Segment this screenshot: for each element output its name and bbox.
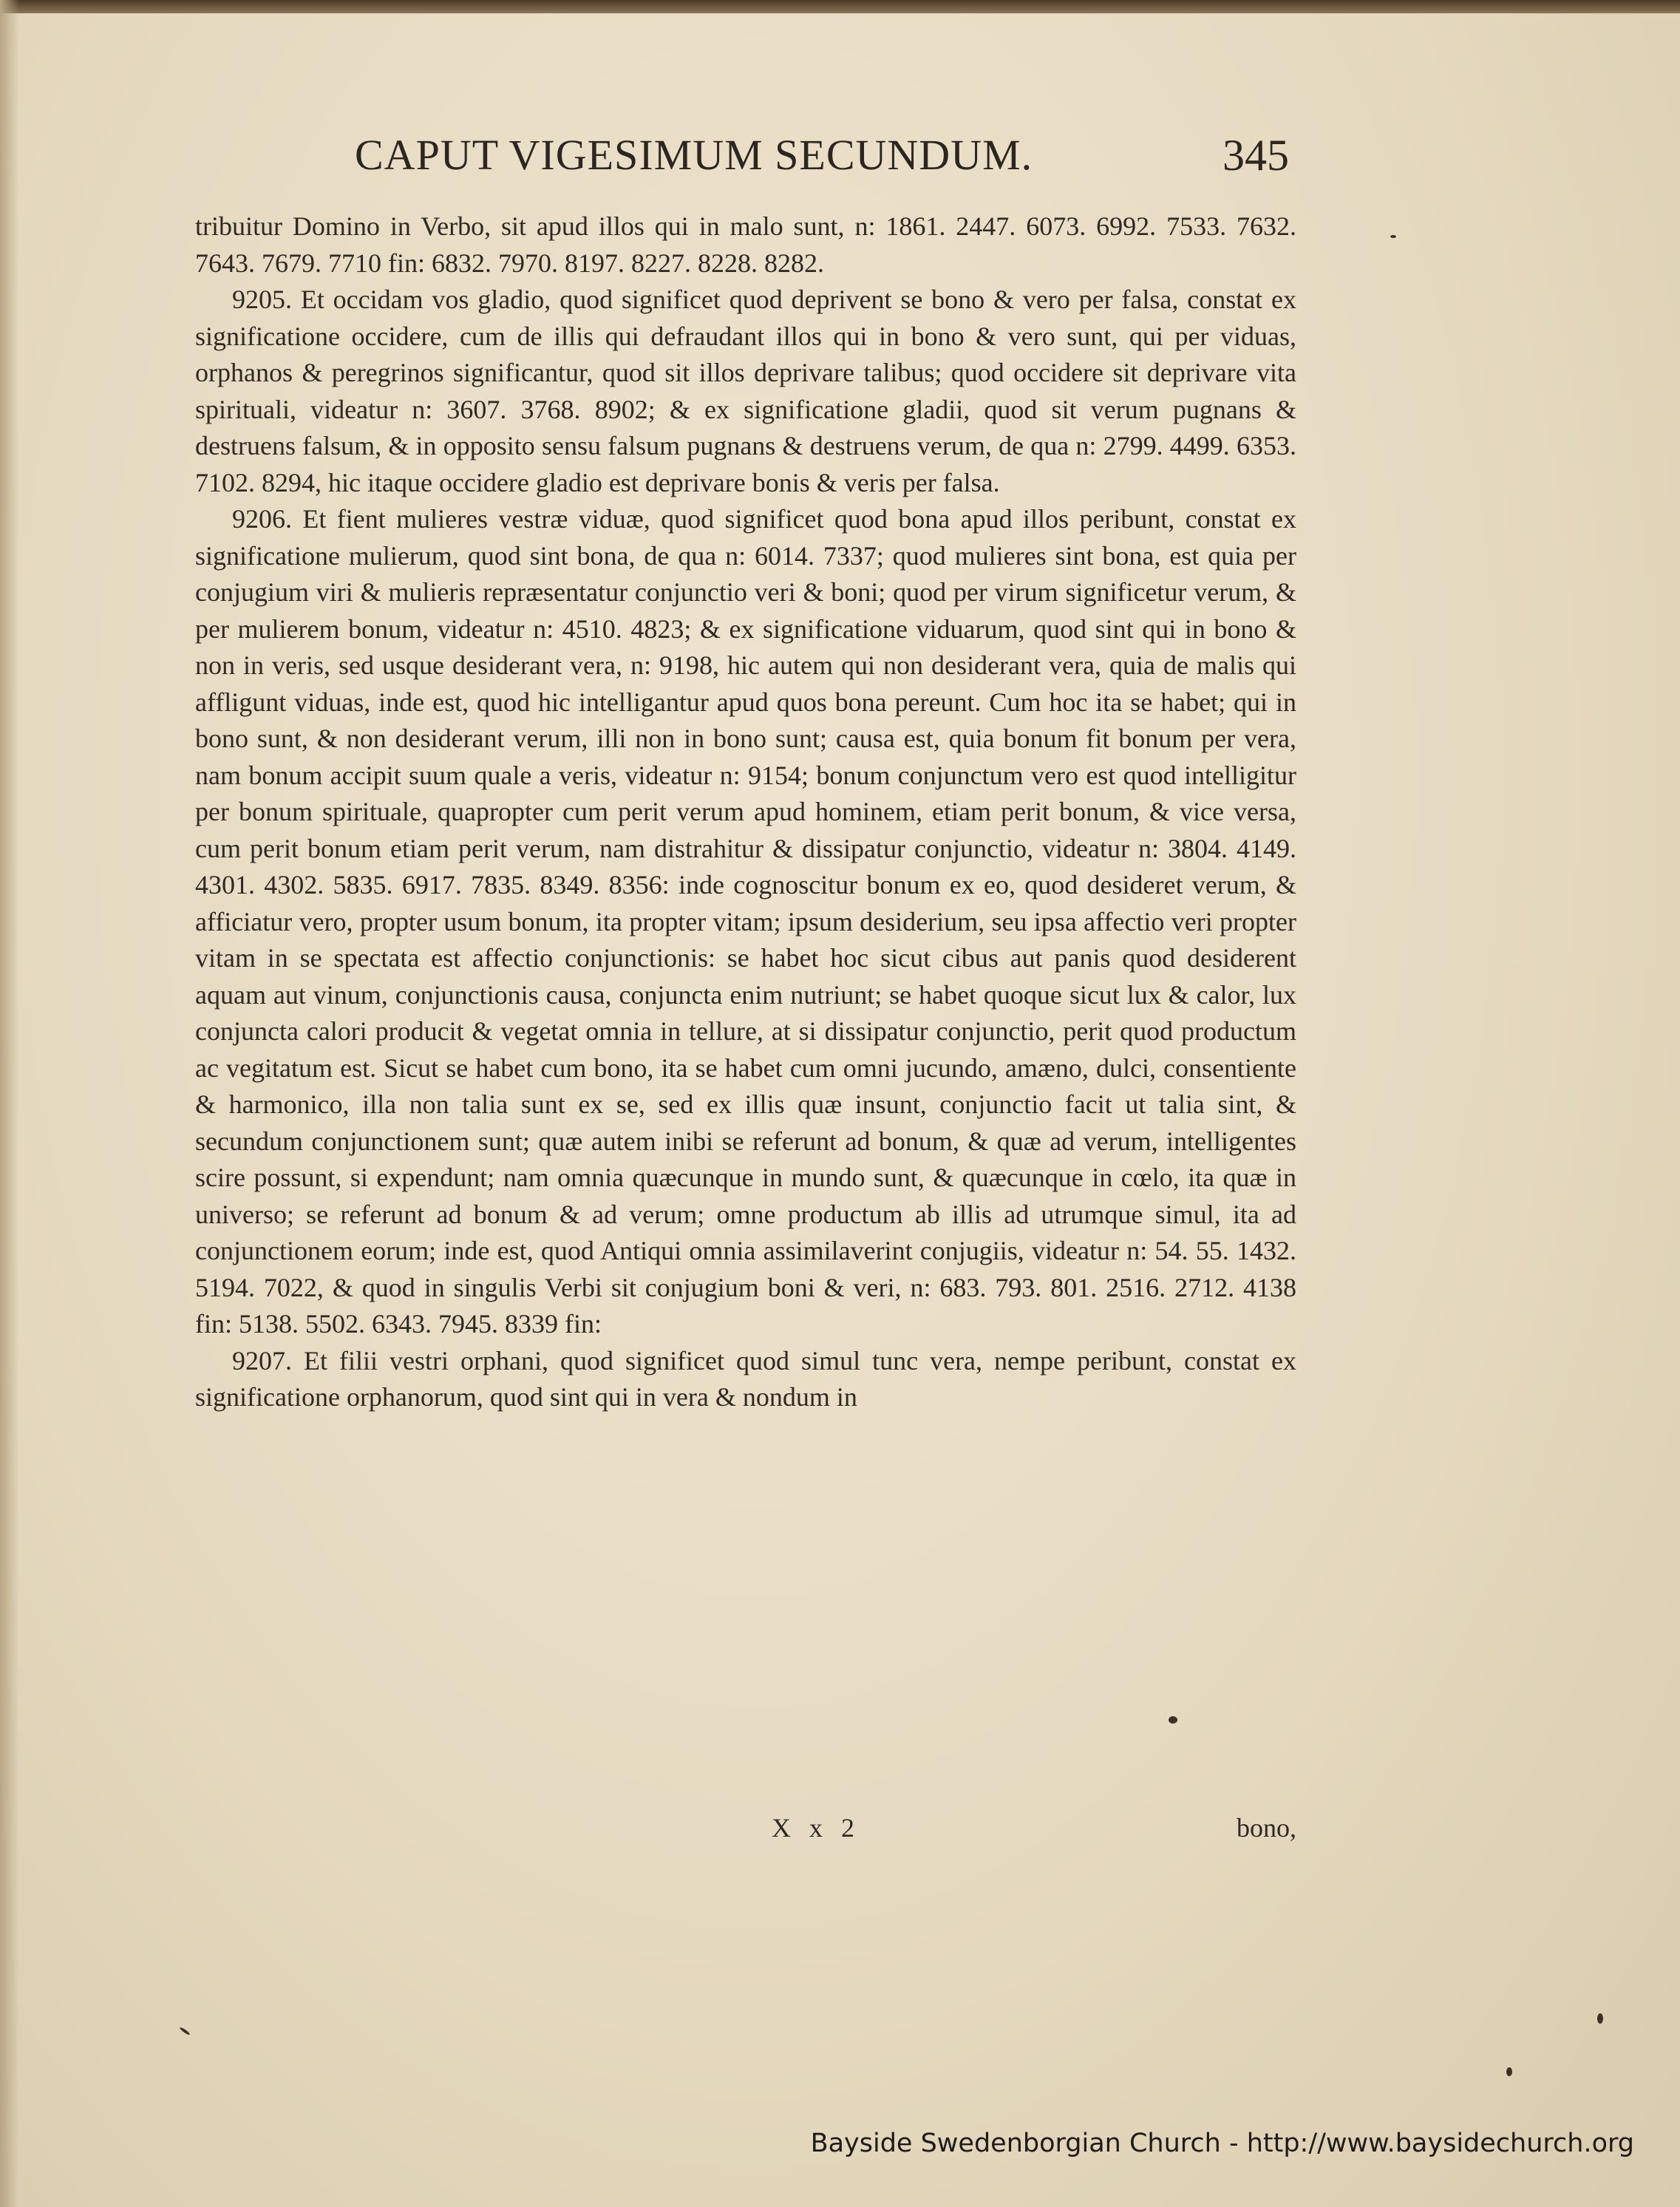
paragraph-continuation: tribuitur Domino in Verbo, sit apud illos qui in malo sunt, n: 1861. 2447. 6073. 6992. 7533. 7632. 7643. 7679. 7710 fin: 6832. 7970. 8197. 8227. 8228. 8282. <box>195 211 1296 278</box>
page-number: 345 <box>1222 131 1289 180</box>
paragraph-9207: 9207. Et filii vestri orphani, quod significet quod simul tunc vera, nempe peribunt, constat ex significatione orphanorum, quod sint qui in vera & nondum in <box>195 1345 1296 1412</box>
paper-speck <box>1169 1716 1177 1724</box>
watermark: Bayside Swedenborgian Church - http://www.baysidechurch.org <box>810 2129 1634 2158</box>
page-header <box>355 130 1316 192</box>
paper-speck <box>1506 2067 1512 2076</box>
paragraph-9205: 9205. Et occidam vos gladio, quod significet quod deprivent se bono & vero per falsa, constat ex significatione occidere, cum de illis qui defraudant illos qui in bono & vero sunt, qui per viduas, orphanos & peregrinos significantur, quod sit illos deprivare talibus; quod occidere sit deprivare vita spirituali, videatur n: 3607. 3768. 8902; & ex significatione gladii, quod sit verum pugnans & destruens falsum, & in opposito sensu falsum pugnans & destruens verum, de qua n: 2799. 4499. 6353. 7102. 8294, hic itaque occidere gladio est deprivare bonis & veris per falsa. <box>195 285 1296 497</box>
page-top-edge <box>0 0 1680 13</box>
paper-speck <box>1597 2013 1603 2024</box>
page-footer <box>195 1812 1296 1849</box>
paper-speck <box>179 2027 190 2036</box>
catchword: bono, <box>1237 1813 1296 1843</box>
body-text <box>195 208 1296 1834</box>
paper-speck <box>1390 235 1396 238</box>
paragraph-9206: 9206. Et fient mulieres vestræ viduæ, quod significet quod bona apud illos peribunt, constat ex significatione mulierum, quod sint bona, de qua n: 6014. 7337; quod mulieres sint bona, est quia per conjugium viri & mulieris repræsentatur conjunctio veri & boni; quod per virum significetur verum, & per mulierem bonum, videatur n: 4510. 4823; & ex significatione viduarum, quod sint qui in bono & non in veris, sed usque desiderant vera, n: 9198, hic autem qui non desiderant vera, quia de malis qui affligunt viduas, inde est, quod hic intelligantur apud quos bona pereunt. Cum hoc ita se habet; qui in bono sunt, & non desiderant verum, illi non in bono sunt; causa est, quia bonum fit bonum per vera, nam bonum accipit suum quale a veris, videatur n: 9154; bonum conjunctum vero est quod intelligitur per bonum spirituale, quapropter cum perit verum apud hominem, etiam perit bonum, & vice versa, cum perit bonum etiam perit verum, nam distrahitur & dissipatur conjunctio, videatur n: 3804. 4149. 4301. 4302. 5835. 6917. 7835. 8349. 8356: inde cognoscitur bonum ex eo, quod desideret verum, & afficiatur vero, propter usum bonum, ita propter vitam; ipsum desiderium, seu ipsa affectio veri propter vitam in se spectata est affectio conjunctionis: se habet hoc sicut cibus aut panis quod desiderent aquam aut vinum, conjunctionis causa, conjuncta enim nutriunt; se habet quoque sicut lux & calor, lux conjuncta calori producit & vegetat omnia in tellure, at si dissipatur conjunctio, perit quod productum ac vegitatum est. Sicut se habet cum bono, ita se habet cum omni jucundo, amæno, dulci, consentiente & harmonico, illa non talia sunt ex se, sed ex illis quæ insunt, conjunctio facit ut talia sint, & secundum conjunctionem sunt; quæ autem inibi se referunt ad bonum, & quæ ad verum, intelligentes scire possunt, si expendunt; nam omnia quæcunque in mundo sunt, & quæcunque in cœlo, ita quæ in universo; se referunt ad bonum & ad verum; omne productum ab illis ad utrumque simul, ita ad conjunctionem eorum; inde est, quod Antiqui omnia assimilaverint conjugiis, videatur n: 54. 55. 1432. 5194. 7022, & quod in singulis Verbi sit conjugium boni & veri, n: 683. 793. 801. 2516. 2712. 4138 fin: 5138. 5502. 6343. 7945. 8339 fin: <box>195 504 1296 1339</box>
signature-mark: X x 2 <box>772 1813 860 1843</box>
page-left-shadow <box>0 0 19 2207</box>
running-title: CAPUT VIGESIMUM SECUNDUM. <box>355 131 1033 179</box>
